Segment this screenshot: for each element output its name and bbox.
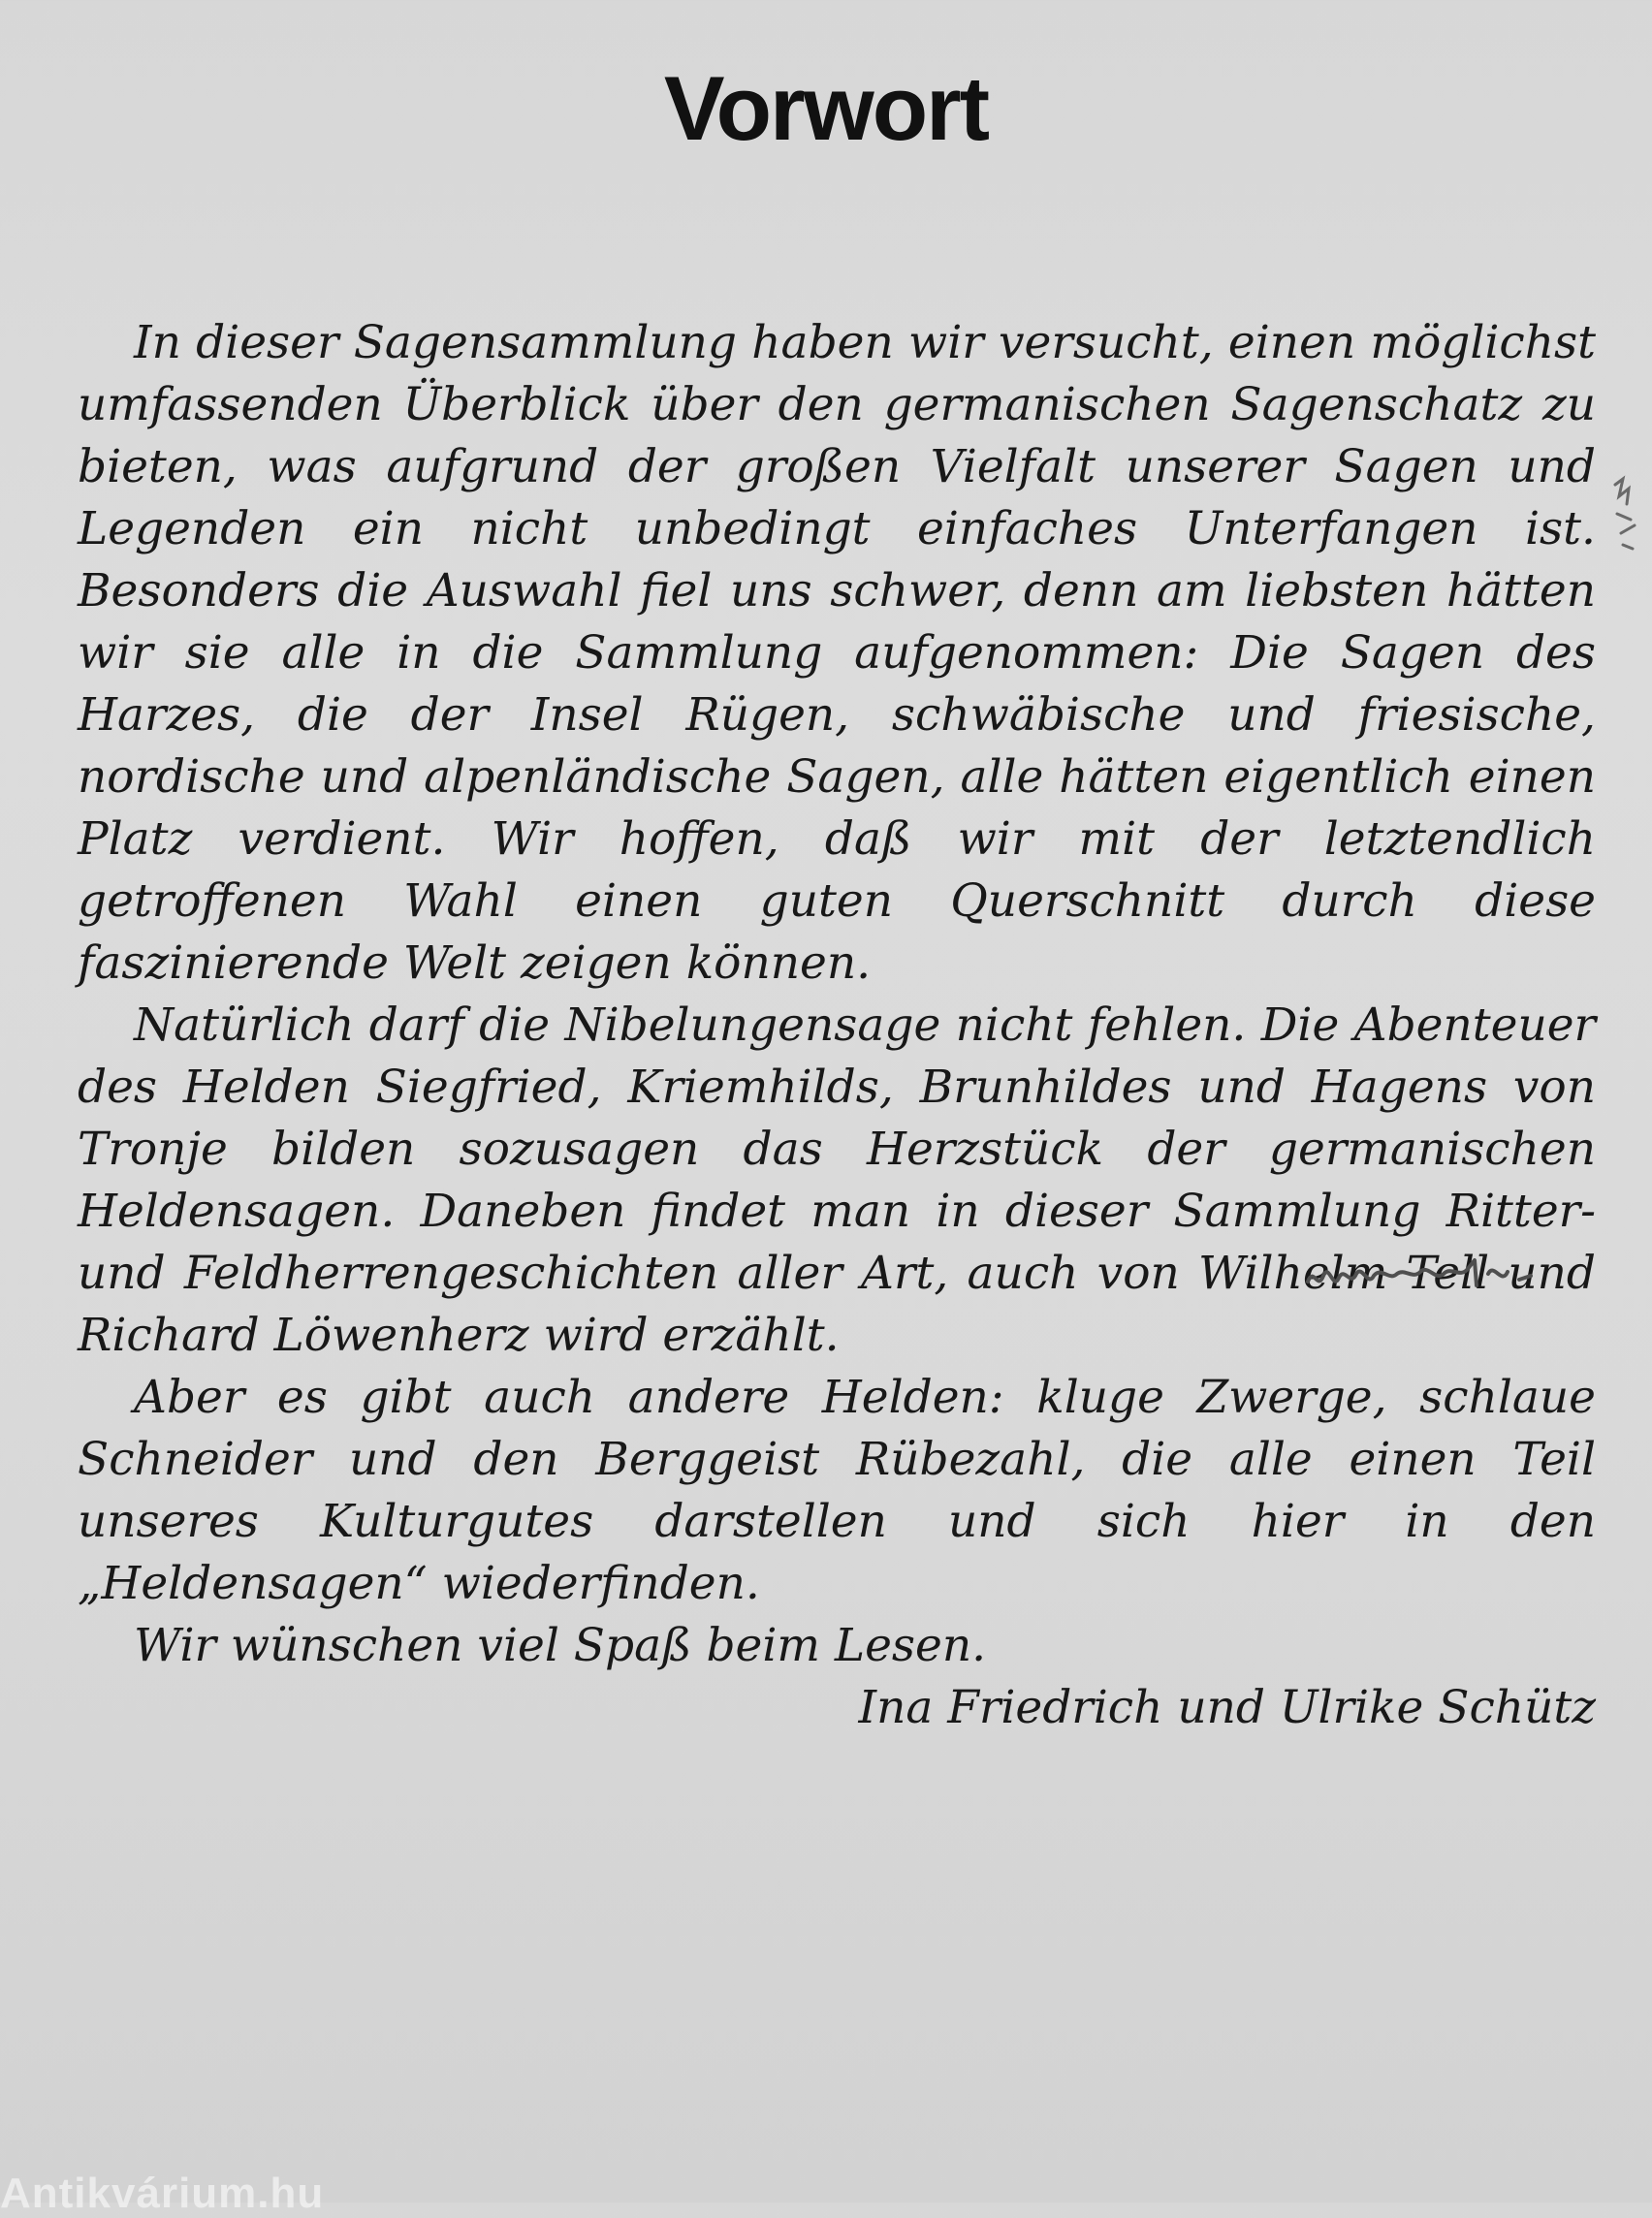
author-signature: Ina Friedrich und Ulrike Schütz xyxy=(858,1681,1596,1734)
pencil-margin-mark xyxy=(1609,475,1648,582)
page-title: Vorwort xyxy=(663,57,989,159)
paragraph-2: Natürlich darf die Nibelungensage nicht fehlen. Die Abenteuer des Helden Siegfried, Kriemhilds, Brunhildes und Hagens von Tronje bilden sozusagen das Herzstück der germanischen Heldensagen. Daneben findet man in dieser Sammlung Ritter- und Feldherrengeschichten aller Art, auch von Wilhelm Tell und Richard Löwenherz wird erzählt. xyxy=(78,998,1596,1362)
paragraph-4: Wir wünschen viel Spaß beim Lesen. xyxy=(134,1619,987,1672)
watermark: Antikvárium.hu xyxy=(0,2170,325,2217)
preface-body xyxy=(78,312,1596,1739)
paragraph-3: Aber es gibt auch andere Helden: kluge Zwerge, schlaue Schneider und den Berggeist Rübezahl, die alle einen Teil unseres Kulturgutes darstellen und sich hier in den „Heldensagen“ wiederfinden. xyxy=(78,1371,1596,1610)
pencil-scribble xyxy=(1304,1252,1566,1301)
paragraph-1: In dieser Sagensammlung haben wir versucht, einen möglichst umfassenden Überblick über den germanischen Sagenschatz zu bieten, was aufgrund der großen Vielfalt unserer Sagen und Legenden ein nicht unbedingt einfaches Unterfangen ist. Besonders die Auswahl fiel uns schwer, denn am liebsten hätten wir sie alle in die Sammlung aufgenommen: Die Sagen des Harzes, die der Insel Rügen, schwäbische und friesische, nordische und alpenländische Sagen, alle hätten eigentlich einen Platz verdient. Wir hoffen, daß wir mit der letztendlich getroffenen Wahl einen guten Querschnitt durch diese faszinierende Welt zeigen können. xyxy=(78,316,1596,990)
